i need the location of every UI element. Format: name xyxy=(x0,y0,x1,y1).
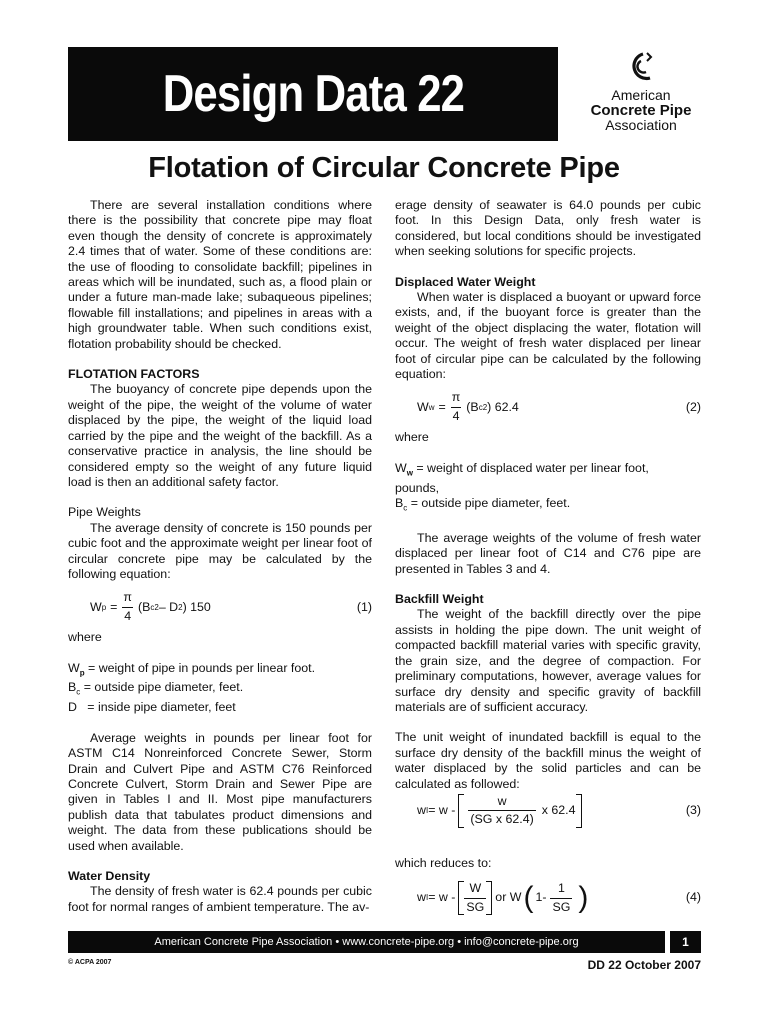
average-weights-paragraph: Average weights in pounds per linear foot for ASTM C14 Nonreinforced Concrete Sewer, Storm Drain and Culvert Pipe and ASTM C76 Reinforced Concrete Culvert, Storm Drain and Sewer Pipe are given in Tables I and II. Most pipe manufacturers publish data that tabulates product dimensions and weight. The data from these publications should be used when available. xyxy=(68,730,372,853)
average-displaced-paragraph: The average weights of the volume of fresh water displaced per linear foot of C14 and C76 pipe are presented in Tables 3 and 4. xyxy=(395,530,701,576)
left-column xyxy=(68,198,372,915)
pipe-weights-heading: Pipe Weights xyxy=(68,505,141,520)
definition-bc: $B_c$ = outside pipe diameter, feet. xyxy=(68,680,244,697)
definition-ww-continued: pounds, xyxy=(395,480,440,495)
reduces-to-label: which reduces to: xyxy=(395,855,492,870)
where-label-2: where xyxy=(395,430,429,445)
logo-line-concrete-pipe: Concrete Pipe xyxy=(590,102,692,119)
water-density-heading: Water Density xyxy=(68,868,151,883)
definition-ww: $W_w$ = weight of displaced water per linear foot, xyxy=(395,460,649,478)
equation-2-number: (2) xyxy=(685,399,701,414)
equation-2: W w = $\frac{\pi}{4}$ (B c 2 ) 62.4 (2) xyxy=(417,390,701,423)
document-date: DD 22 October 2007 xyxy=(587,958,701,972)
logo-line-association: Association xyxy=(605,117,677,133)
logo-line-american: American xyxy=(611,87,671,103)
pipe-weights-paragraph: The average density of concrete is 150 pounds per cubic foot and the approximate weight per linear foot of circular concrete pipe may be calculated by the following equation: xyxy=(68,520,372,581)
definition-bc-2: $B_c$ = outside pipe diameter, feet. xyxy=(395,495,571,513)
equation-1-number: (1) xyxy=(356,599,372,614)
definition-d: D = inside pipe diameter, feet xyxy=(68,700,236,715)
equation-1-fraction: $\frac{\pi}{4}$ xyxy=(123,590,132,623)
footer-contact-text: American Concrete Pipe Association • www.concrete-pipe.org • info@concrete-pipe.org xyxy=(154,936,579,948)
equation-3: w I = w - $\frac{w}{\text{(SG x 62.4)}}$ x 62.4 (3) xyxy=(417,793,701,827)
equation-4-number: (4) xyxy=(685,890,701,905)
equation-2-fraction: $\frac{\pi}{4}$ xyxy=(451,390,461,423)
inundated-backfill-paragraph: The unit weight of inundated backfill is equal to the surface dry density of the backfill minus the weight of water displaced by the solid particles and can be calculated as followed: xyxy=(395,730,701,791)
equation-1: W p = $\frac{\pi}{4}$ (B c 2 – D 2 ) 150 (1) xyxy=(90,590,372,623)
water-density-paragraph: The density of fresh water is 62.4 pounds per cubic foot for normal ranges of ambient temperature. The av- xyxy=(68,884,372,914)
where-label: where xyxy=(68,630,102,645)
page-number: 1 xyxy=(670,931,701,953)
flotation-factors-paragraph: The buoyancy of concrete pipe depends upon the weight of the pipe, the weight of the volume of water displaced by the pipe, the weight of the liquid load carried by the pipe and the weight of the backfill. As a conservative practice in analysis, the line should be considered empty so the weight of any future liquid load is then an additional safety factor. xyxy=(68,382,372,489)
equation-3-bracket: $\frac{w}{\text{(SG x 62.4)}}$ x 62.4 xyxy=(458,794,581,828)
displaced-water-heading: Displaced Water Weight xyxy=(395,274,536,289)
equation-4-bracket: $\frac{W}{SG}$ xyxy=(458,881,492,915)
acpa-logo xyxy=(566,50,716,142)
seawater-paragraph: erage density of seawater is 64.0 pounds per cubic foot. In this Design Data, only fresh water is considered, but local conditions should be investigated when seeking solutions for specific projects. xyxy=(395,198,701,259)
definition-wp: $W_p$ = weight of pipe in pounds per linear foot. xyxy=(68,660,316,678)
equation-4: w I = w - $\frac{W}{SG}$ or W ( 1- $\frac{1}{SG}$ ) (4) xyxy=(417,881,701,915)
backfill-weight-paragraph: The weight of the backfill directly over the pipe assists in holding the pipe down. The unit weight of compacted backfill material varies with specific gravity, the grain size, and the degree of compaction. For preliminary computations, however, average values for surface dry density and specific gravity of backfill materials are of sufficient accuracy. xyxy=(395,607,701,714)
footer-bar xyxy=(68,931,665,953)
flotation-factors-heading: FLOTATION FACTORS xyxy=(68,367,200,382)
intro-paragraph: There are several installation conditions where there is the possibility that concrete pipe may float even though the density of concrete is approximately 2.4 times that of water. Some of these conditions are: the use of flooding to consolidate backfill; pipelines in areas which will be inundated, such as, a flood plain or under a future man-made lake; subaqueous pipelines; flowable fill installations; and pipelines in areas with a high groundwater table. When such conditions exist, flotation probability should be checked. xyxy=(68,198,372,351)
displaced-water-paragraph: When water is displaced a buoyant or upward force exists, and, if the buoyant force is greater than the weight of the object displacing the water, flotation will occur. The weight of fresh water displaced per linear foot of circular pipe can be calculated by the following equation: xyxy=(395,290,701,382)
document-title: Flotation of Circular Concrete Pipe xyxy=(148,152,620,184)
equation-3-number: (3) xyxy=(685,803,701,818)
banner-title: Design Data 22 xyxy=(162,65,464,123)
right-column xyxy=(395,198,701,915)
backfill-weight-heading: Backfill Weight xyxy=(395,592,484,607)
copyright: © ACPA 2007 xyxy=(68,959,112,966)
header-banner xyxy=(68,47,558,141)
acpa-pipe-icon xyxy=(626,50,656,88)
